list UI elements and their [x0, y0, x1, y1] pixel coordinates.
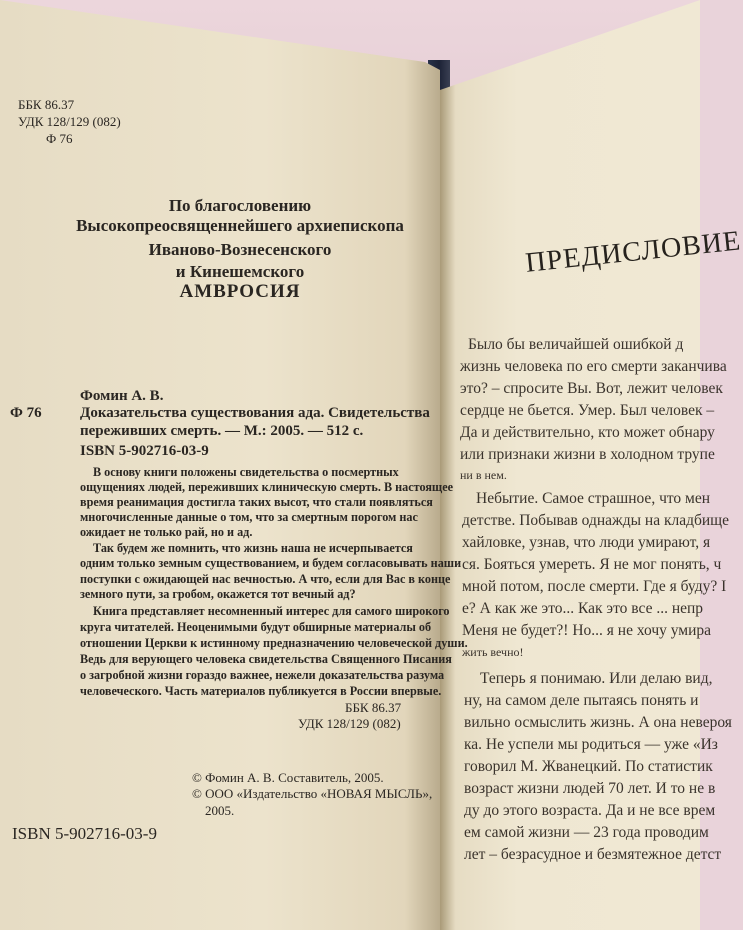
- title-line-2: переживших смерть. — М.: 2005. — 512 с.: [80, 423, 364, 439]
- right-line: детстве. Побывав однажды на кладбище: [462, 512, 729, 529]
- right-line: Теперь я понимаю. Или делаю вид,: [480, 670, 713, 687]
- right-line: ся. Бояться умереть. Я не мог понять, ч: [462, 556, 722, 573]
- right-line: или признаки жизни в холодном трупе: [460, 446, 715, 463]
- abstract-line: В основу книги положены свидетельства о посмертных: [93, 465, 399, 479]
- right-line: ем самой жизни — 23 года проводим: [464, 824, 709, 841]
- abstract-line: многочисленные данные о том, что за смертным порогом нас: [80, 510, 418, 524]
- blessing-line-2: Высокопреосвященнейшего архиепископа: [76, 216, 404, 235]
- right-line: хайловке, узнав, что люди умирают, я: [462, 534, 711, 551]
- right-line: возраст жизни людей 70 лет. И то не в: [464, 780, 716, 797]
- right-line: лет – безрасудное и безмятежное детст: [464, 846, 722, 863]
- bbk-code-bottom: ББК 86.37: [345, 700, 402, 715]
- bbk-code: ББК 86.37: [18, 97, 75, 112]
- copyright-line-2: © ООО «Издательство «НОВАЯ МЫСЛЬ»,: [192, 786, 433, 801]
- right-line: ка. Не успели мы родиться — уже «Из: [464, 736, 718, 753]
- abstract-line: одним только земным существованием, и будем согласовывать наши: [80, 556, 462, 570]
- abstract-line: время реанимация достигла таких высот, что стали появляться: [80, 495, 433, 509]
- right-line: жизнь человека по его смерти заканчива: [460, 358, 727, 375]
- abstract-line: ожидает не только рай, но и ад.: [80, 525, 253, 539]
- abstract-line: круга читателей. Неоценимыми будут обширные материалы об: [80, 620, 432, 634]
- abstract-line: человеческого. Часть материалов публикуется в России впервые.: [80, 684, 442, 698]
- copyright-line-1: © Фомин А. В. Составитель, 2005.: [192, 770, 384, 785]
- abstract-line: Так будем же помнить, что жизнь наша не исчерпывается: [93, 541, 413, 555]
- blessing-line-3: Иваново-Вознесенского: [148, 240, 332, 259]
- right-line: вильно осмыслить жизнь. А она невероя: [464, 714, 732, 731]
- blessing-name: АМВРОСИЯ: [179, 281, 301, 302]
- right-line: ду до этого возраста. Да и не все врем: [464, 802, 716, 819]
- copyright-line-3: 2005.: [205, 803, 235, 818]
- udk-code: УДК 128/129 (082): [18, 114, 121, 129]
- right-line: говорил М. Жванецкий. По статистик: [464, 758, 713, 775]
- right-line: Было бы величайшей ошибкой д: [468, 336, 684, 353]
- udk-code-bottom: УДК 128/129 (082): [298, 716, 401, 731]
- right-line: жить вечно!: [462, 645, 524, 659]
- right-line: это? – спросите Вы. Вот, лежит человек: [460, 380, 723, 397]
- right-line: мной потом, после смерти. Где я буду? I: [462, 578, 727, 595]
- right-line: сердце не бьется. Умер. Был человек –: [460, 402, 715, 419]
- right-line: ни в нем.: [460, 468, 507, 482]
- blessing-line-4: и Кинешемского: [175, 262, 305, 281]
- abstract-line: о загробной жизни гораздо важнее, нежели доказательства разума: [80, 668, 445, 682]
- abstract-line: Книга представляет несомненный интерес для самого широкого: [93, 604, 450, 618]
- right-line: Да и действительно, кто может обнару: [460, 424, 715, 441]
- abstract-line: земного пути, за гробом, окажется тот вечный ад?: [80, 587, 356, 601]
- isbn-bottom: ISBN 5-902716-03-9: [12, 824, 157, 843]
- abstract-line: Ведь для верующего человека свидетельства Священного Писания: [80, 652, 452, 666]
- right-line: е? А как же это... Как это все ... непр: [462, 600, 704, 617]
- right-line: Меня не будет?! Но... я не хочу умира: [462, 622, 712, 639]
- author: Фомин А. В.: [80, 388, 164, 404]
- right-line: Небытие. Самое страшное, что мен: [476, 490, 711, 507]
- abstract-line: ощущениях людей, переживших клиническую смерть. В настоящее: [80, 480, 454, 494]
- index-code: Ф 76: [46, 131, 73, 146]
- right-line: ну, на самом деле пытаясь понять и: [464, 692, 699, 709]
- right-page-text: [442, 296, 732, 930]
- title-line-1: Доказательства существования ада. Свидетельства: [80, 405, 430, 421]
- preface-heading: ПРЕДИСЛОВИЕ: [524, 225, 743, 279]
- index: Ф 76: [10, 405, 42, 421]
- abstract-line: поступки с ожидающей нас вечностью. А что, если для Вас в конце: [80, 572, 451, 586]
- isbn-line: ISBN 5-902716-03-9: [80, 443, 209, 459]
- blessing-line-1: По благословению: [168, 196, 312, 215]
- abstract-line: отношении Церкви к истинному предназначению человеческой души.: [80, 636, 468, 650]
